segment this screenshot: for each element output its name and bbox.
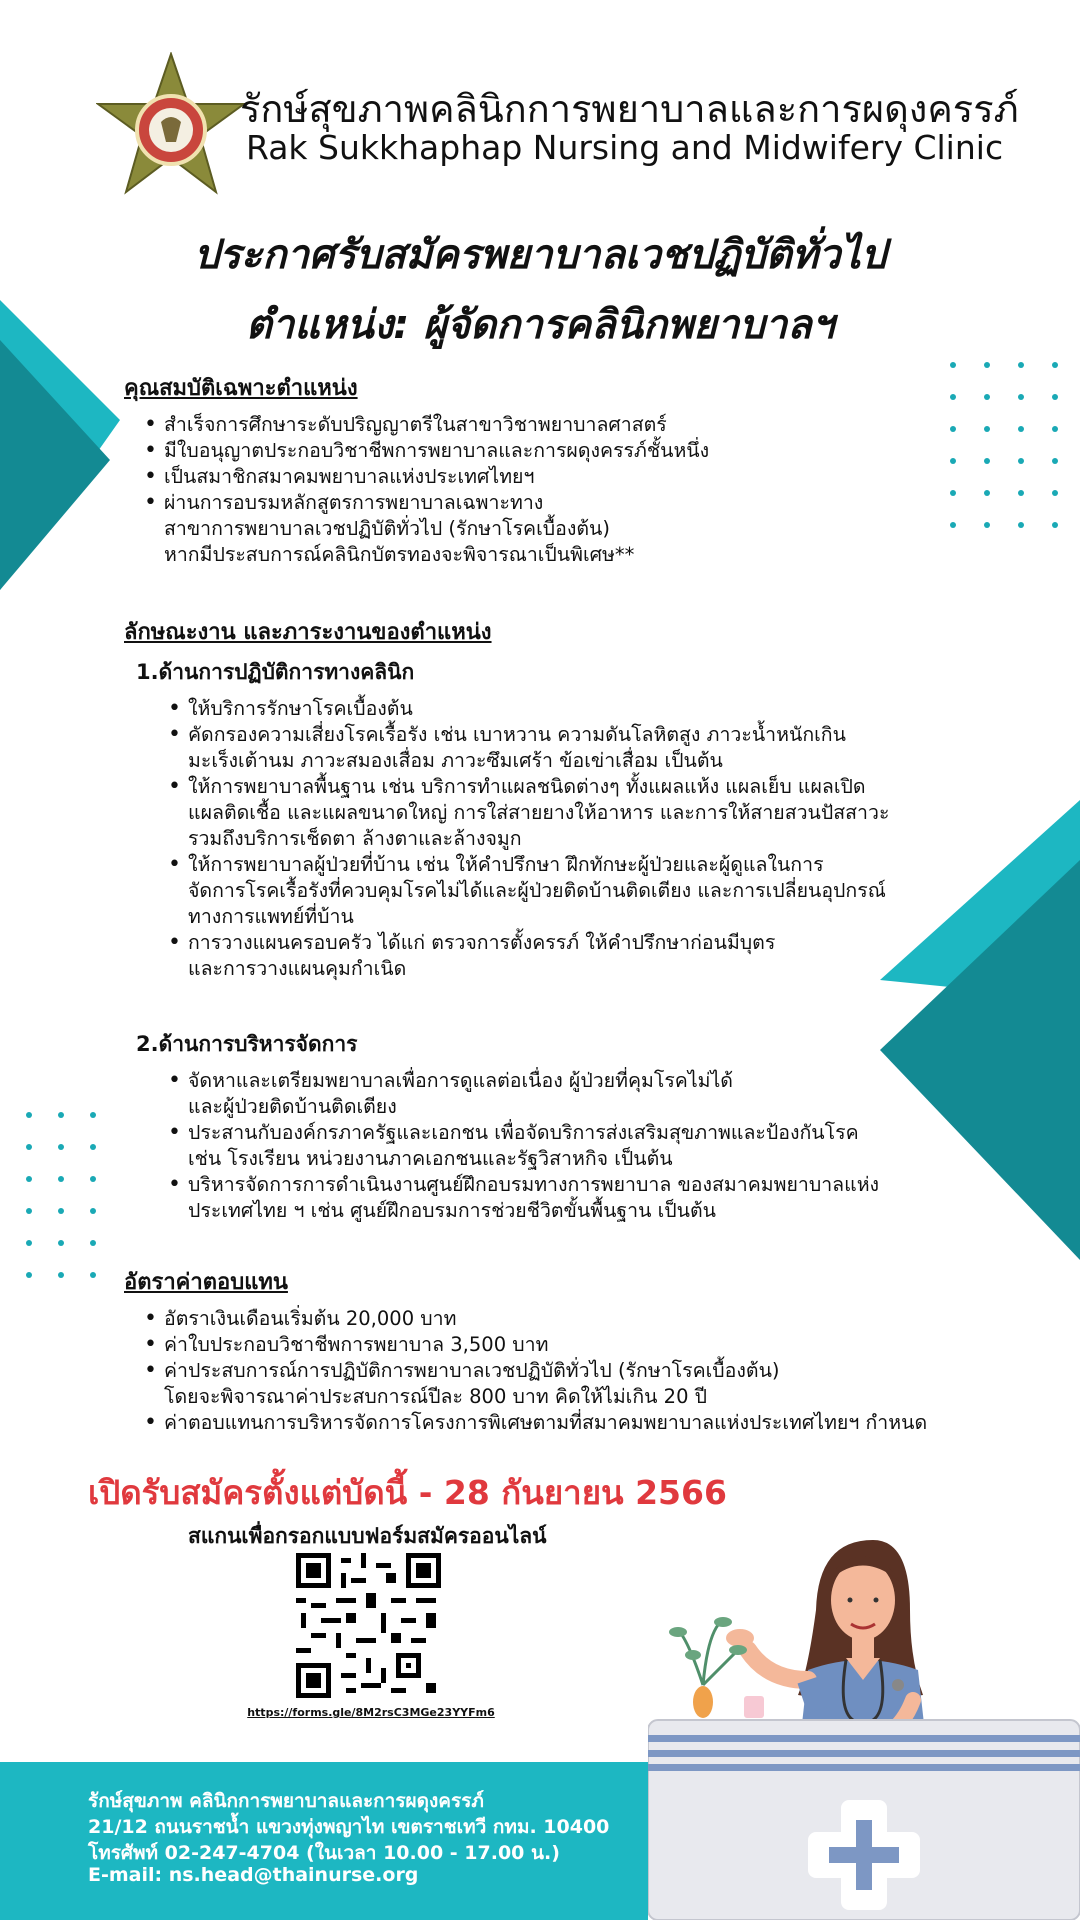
position-title: ตำแหน่ง: ผู้จัดการคลินิกพยาบาลฯ	[245, 302, 835, 348]
footer-clinic-name: รักษ์สุขภาพ คลินิกการพยาบาลและการผดุงครรภ์	[88, 1790, 484, 1812]
clinic-name-english: Rak Sukkhaphap Nursing and Midwifery Clinic	[246, 128, 1004, 167]
announcement-title: ประกาศรับสมัครพยาบาลเวชปฏิบัติทั่วไป	[193, 232, 887, 278]
clinical-duties-heading: 1.ด้านการปฏิบัติการทางคลินิก	[136, 660, 415, 684]
list-item: • ค่าประสบการณ์การปฏิบัติการพยาบาลเวชปฏิบัติทั่วไป (รักษาโรคเบื้องต้น) โดยจะพิจารณาค่าประสบการณ์ปีละ 800 บาท คิดให้ไม่เกิน 20 ปี	[142, 1358, 927, 1410]
footer-address: 21/12 ถนนราชน้ำ แขวงทุ่งพญาไท เขตราชเทวี กทม. 10400	[88, 1816, 610, 1838]
compensation-list	[142, 1306, 927, 1436]
contact-footer	[0, 1762, 648, 1920]
list-item: • ค่าตอบแทนการบริหารจัดการโครงการพิเศษตามที่สมาคมพยาบาลแห่งประเทศไทยฯ กำหนด	[142, 1410, 927, 1436]
list-item: • คัดกรองความเสี่ยงโรคเรื้อรัง เช่น เบาหวาน ความดันโลหิตสูง ภาวะน้ำหนักเกิน มะเร็งเต้านม ภาวะสมองเสื่อม ภาวะซึมเศร้า ข้อเข่าเสื่อม เป็นต้น	[166, 722, 889, 774]
qualifications-heading: คุณสมบัติเฉพาะตำแหน่ง	[124, 376, 358, 401]
management-duties-heading: 2.ด้านการบริหารจัดการ	[136, 1032, 358, 1056]
qr-code[interactable]	[296, 1553, 441, 1698]
list-item: • การวางแผนครอบครัว ได้แก่ ตรวจการตั้งครรภ์ ให้คำปรึกษาก่อนมีบุตร และการวางแผนคุมกำเนิด	[166, 930, 889, 982]
clinic-name-thai: รักษ์สุขภาพคลินิกการพยาบาลและการผดุงครรภ์	[240, 87, 1019, 131]
list-item: • เป็นสมาชิกสมาคมพยาบาลแห่งประเทศไทยฯ	[142, 464, 709, 490]
list-item: • ให้บริการรักษาโรคเบื้องต้น	[166, 696, 889, 722]
duties-heading: ลักษณะงาน และภาระงานของตำแหน่ง	[124, 620, 492, 645]
list-item: • อัตราเงินเดือนเริ่มต้น 20,000 บาท	[142, 1306, 927, 1332]
dot-grid-decoration	[26, 1112, 96, 1278]
scan-instruction: สแกนเพื่อกรอกแบบฟอร์มสมัครออนไลน์	[188, 1524, 547, 1548]
clinical-duties-list	[166, 696, 889, 982]
list-item: • ผ่านการอบรมหลักสูตรการพยาบาลเฉพาะทาง สาขาการพยาบาลเวชปฏิบัติทั่วไป (รักษาโรคเบื้องต้น) หากมีประสบการณ์คลินิกบัตรทองจะพิจารณาเป็นพิเศษ**	[142, 490, 709, 568]
form-url-link[interactable]: https://forms.gle/8M2rsC3MGe23YYFm6	[247, 1706, 495, 1719]
application-deadline: เปิดรับสมัครตั้งแต่บัดนี้ - 28 กันยายน 2566	[88, 1473, 727, 1512]
nurse-illustration	[648, 1520, 1080, 1920]
footer-email[interactable]: E-mail: ns.head@thainurse.org	[88, 1864, 419, 1886]
qualifications-list	[142, 412, 709, 568]
clinic-logo	[96, 52, 246, 197]
management-duties-list	[166, 1068, 879, 1224]
list-item: • ให้การพยาบาลผู้ป่วยที่บ้าน เช่น ให้คำปรึกษา ฝึกทักษะผู้ป่วยและผู้ดูแลในการ จัดการโรคเรื้อรังที่ควบคุมโรคไม่ได้และผู้ป่วยติดบ้านติดเตียง และการเปลี่ยนอุปกรณ์ ทางการแพทย์ที่บ้าน	[166, 852, 889, 930]
footer-phone: โทรศัพท์ 02-247-4704 (ในเวลา 10.00 - 17.00 น.)	[88, 1842, 560, 1864]
list-item: • ประสานกับองค์กรภาครัฐและเอกชน เพื่อจัดบริการส่งเสริมสุขภาพและป้องกันโรค เช่น โรงเรียน หน่วยงานภาคเอกชนและรัฐวิสาหกิจ เป็นต้น	[166, 1120, 879, 1172]
list-item: • จัดหาและเตรียมพยาบาลเพื่อการดูแลต่อเนื่อง ผู้ป่วยที่คุมโรคไม่ได้ และผู้ป่วยติดบ้านติดเตียง	[166, 1068, 879, 1120]
list-item: • มีใบอนุญาตประกอบวิชาชีพการพยาบาลและการผดุงครรภ์ชั้นหนึ่ง	[142, 438, 709, 464]
dot-grid-decoration	[950, 362, 1058, 528]
list-item: • สำเร็จการศึกษาระดับปริญญาตรีในสาขาวิชาพยาบาลศาสตร์	[142, 412, 709, 438]
list-item: • บริหารจัดการการดำเนินงานศูนย์ฝึกอบรมทางการพยาบาล ของสมาคมพยาบาลแห่ง ประเทศไทย ฯ เช่น ศูนย์ฝึกอบรมการช่วยชีวิตขั้นพื้นฐาน เป็นต้น	[166, 1172, 879, 1224]
right-teal-triangle-decoration	[880, 800, 1080, 1260]
list-item: • ให้การพยาบาลพื้นฐาน เช่น บริการทำแผลชนิดต่างๆ ทั้งแผลแห้ง แผลเย็บ แผลเปิด แผลติดเชื้อ และแผลขนาดใหญ่ การใส่สายยางให้อาหาร และการให้สายสวนปัสสาวะ รวมถึงบริการเช็ดตา ล้างตาและล้างจมูก	[166, 774, 889, 852]
compensation-heading: อัตราค่าตอบแทน	[124, 1270, 288, 1295]
list-item: • ค่าใบประกอบวิชาชีพการพยาบาล 3,500 บาท	[142, 1332, 927, 1358]
